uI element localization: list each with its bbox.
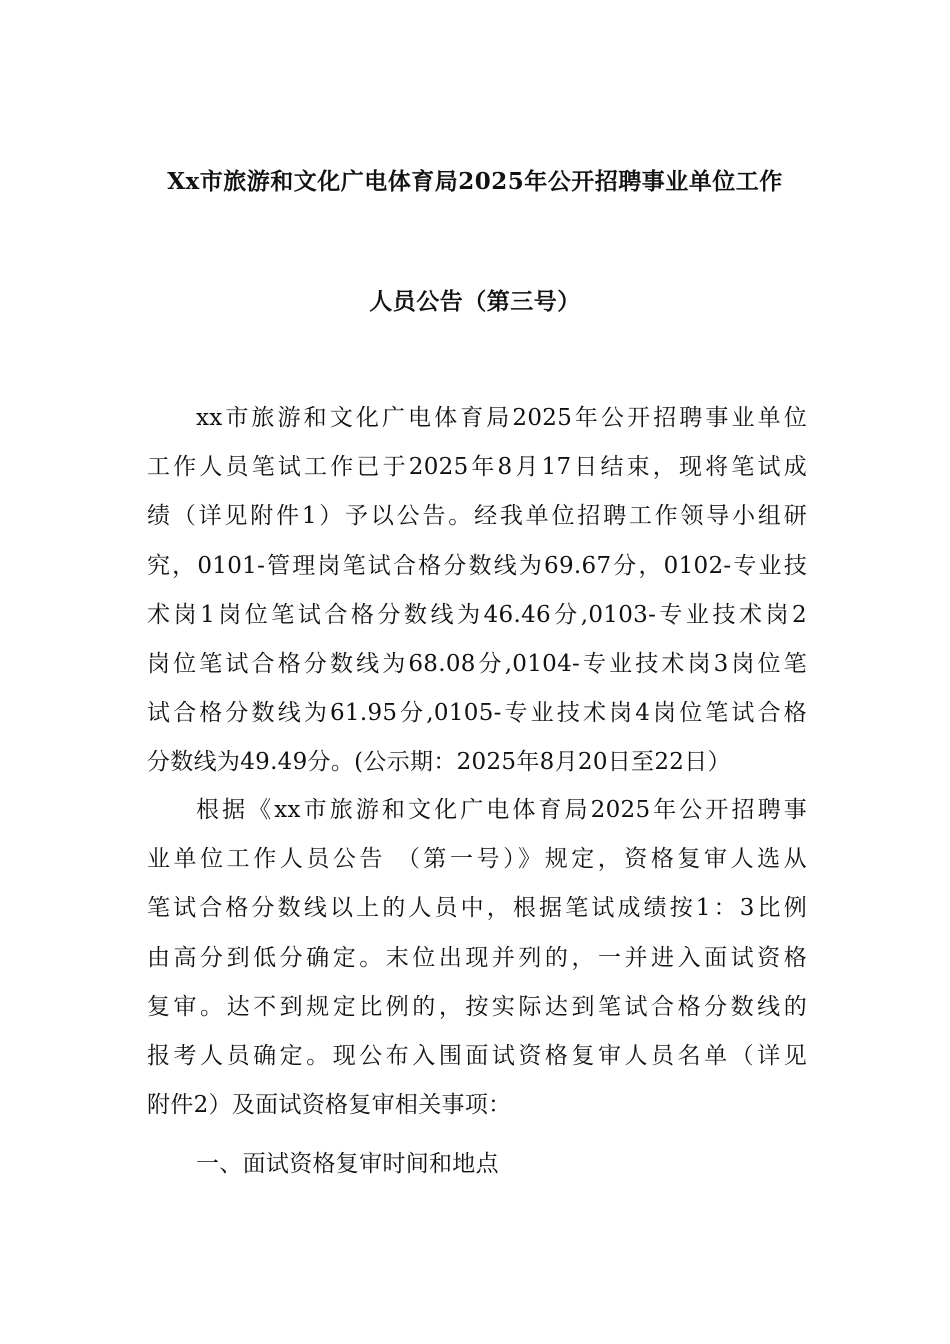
- paragraph-line: 分数线为49.49分。(公示期：2025年8月20日至22日）: [147, 749, 731, 776]
- paragraph-line: 复审。达不到规定比例的，按实际达到笔试合格分数线的: [147, 993, 807, 1020]
- document-title-line-1: Xx市旅游和文化广电体育局2025年公开招聘事业单位工作: [167, 168, 783, 195]
- section-heading-1: [147, 1140, 807, 1189]
- paragraph-line: xx市旅游和文化广电体育局2025年公开招聘事业单位: [196, 405, 807, 431]
- paragraph-line: 业单位工作人员公告 （第一号）》规定，资格复审人选从: [147, 846, 807, 873]
- paragraph-line: 工作人员笔试工作已于2025年8月17日结束，现将笔试成: [147, 454, 807, 481]
- announcement-paragraph-1: [147, 394, 807, 788]
- paragraph-line: 报考人员确定。现公布入围面试资格复审人员名单（详见: [147, 1042, 807, 1069]
- paragraph-line: 试合格分数线为61.95分,0105-专业技术岗4岗位笔试合格: [147, 700, 807, 727]
- paragraph-line: 究，0101-管理岗笔试合格分数线为69.67分，0102-专业技: [147, 552, 807, 579]
- paragraph-line: 术岗1岗位笔试合格分数线为46.46分,0103-专业技术岗2: [147, 601, 807, 628]
- paragraph-line: 由高分到低分确定。末位出现并列的，一并进入面试资格: [147, 944, 807, 971]
- paragraph-line: 绩（详见附件1）予以公告。经我单位招聘工作领导小组研: [147, 503, 807, 530]
- paragraph-line: 岗位笔试合格分数线为68.08分,0104-专业技术岗3岗位笔: [147, 650, 807, 677]
- document-title-line-2: 人员公告（第三号）: [369, 288, 581, 315]
- paragraph-line: 笔试合格分数线以上的人员中，根据笔试成绩按1：3比例: [147, 895, 807, 922]
- paragraph-line: 附件2）及面试资格复审相关事项：: [147, 1092, 512, 1119]
- section-heading-text: 一、面试资格复审时间和地点: [196, 1151, 499, 1177]
- paragraph-line: 根据《xx市旅游和文化广电体育局2025年公开招聘事: [196, 797, 807, 823]
- announcement-paragraph-2: [147, 786, 807, 1130]
